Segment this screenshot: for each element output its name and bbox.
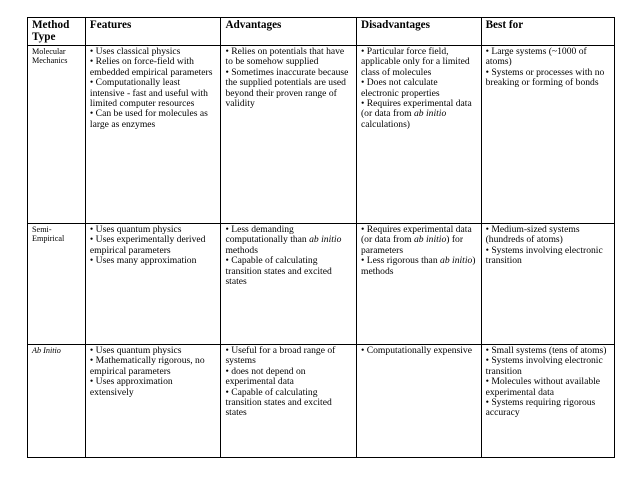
features-item: • Can be used for molecules as large as enzymes <box>89 108 208 130</box>
advantages-cell <box>221 224 357 345</box>
best-for-item: • Systems involving electronic transition <box>485 244 603 267</box>
header-advantages: Advantages <box>221 18 357 46</box>
method-type-cell: Ab Initio <box>28 345 86 458</box>
features-item: • Uses quantum physics <box>89 224 182 235</box>
table-row-ab-initio <box>28 345 615 458</box>
features-item: • Uses approximation extensively <box>89 376 173 398</box>
best-for-item: • Molecules without available experimental data <box>485 376 601 398</box>
best-for-cell <box>481 224 614 345</box>
advantages-cell <box>221 46 357 224</box>
disadvantages-cell <box>356 46 481 224</box>
best-for-item: • Small systems (tens of atoms) <box>485 345 607 356</box>
disadvantages-item: • Requires experimental data (or data from ab initio) for parameters <box>360 224 472 256</box>
features-item: • Uses experimentally derived empirical parameters <box>89 234 206 256</box>
features-item: • Relies on force-field with embedded empirical parameters <box>89 56 213 78</box>
features-cell <box>85 46 221 224</box>
header-disadvantages: Disadvantages <box>356 18 481 46</box>
disadvantages-item: • Requires experimental data (or data from ab initio calculations) <box>360 98 472 130</box>
features-item: • Mathematically rigorous, no empirical parameters <box>89 355 205 377</box>
header-method-type: Method Type <box>28 18 86 46</box>
advantages-item: • Less demanding computationally than ab initio methods <box>225 224 342 256</box>
best-for-item: • Large systems (~1000 of atoms) <box>485 46 587 68</box>
header-features: Features <box>85 18 221 46</box>
method-type-cell: Molecular Mechanics <box>28 46 86 224</box>
features-item: • Uses many approximation <box>89 255 197 267</box>
advantages-item: • Useful for a broad range of systems <box>225 345 336 367</box>
best-for-item: • Systems or processes with no breaking or forming of bonds <box>485 66 605 89</box>
advantages-item: • Relies on potentials that have to be somehow supplied <box>225 46 345 68</box>
header-best-for: Best for <box>481 18 614 46</box>
features-item: • Uses classical physics <box>89 46 181 57</box>
advantages-item: • Capable of calculating transition states and excited states <box>225 386 332 419</box>
advantages-item: • Sometimes inaccurate because the supplied potentials are used beyond their proven range of validity <box>225 66 349 110</box>
disadvantages-item: • Particular force field, applicable only for a limited class of molecules <box>360 46 470 78</box>
best-for-item: • Medium-sized systems (hundreds of atoms) <box>485 224 580 246</box>
table-row-molecular-mechanics <box>28 46 615 224</box>
features-item: • Computationally least intensive - fast and useful with limited computer resources <box>89 77 208 110</box>
table-header-row <box>28 18 615 46</box>
features-cell <box>85 345 221 458</box>
table-row-semi-empirical <box>28 224 615 345</box>
best-for-item: • Systems involving electronic transition <box>485 355 603 377</box>
disadvantages-item: • Does not calculate electronic properties <box>360 77 440 99</box>
features-cell <box>85 224 221 345</box>
best-for-cell <box>481 345 614 458</box>
disadvantages-item: • Computationally expensive <box>360 345 472 356</box>
method-comparison-table <box>27 17 615 458</box>
disadvantages-cell <box>356 345 481 458</box>
disadvantages-item: • Less rigorous than ab initio) methods <box>360 255 476 277</box>
advantages-item: • Capable of calculating transition states and excited states <box>225 255 332 288</box>
advantages-item: • does not depend on experimental data <box>225 365 306 388</box>
method-type-cell: Semi-Empirical <box>28 224 86 345</box>
advantages-cell <box>221 345 357 458</box>
features-item: • Uses quantum physics <box>89 345 182 356</box>
disadvantages-cell <box>356 224 481 345</box>
best-for-cell <box>481 46 614 224</box>
best-for-item: • Systems requiring rigorous accuracy <box>485 397 596 419</box>
